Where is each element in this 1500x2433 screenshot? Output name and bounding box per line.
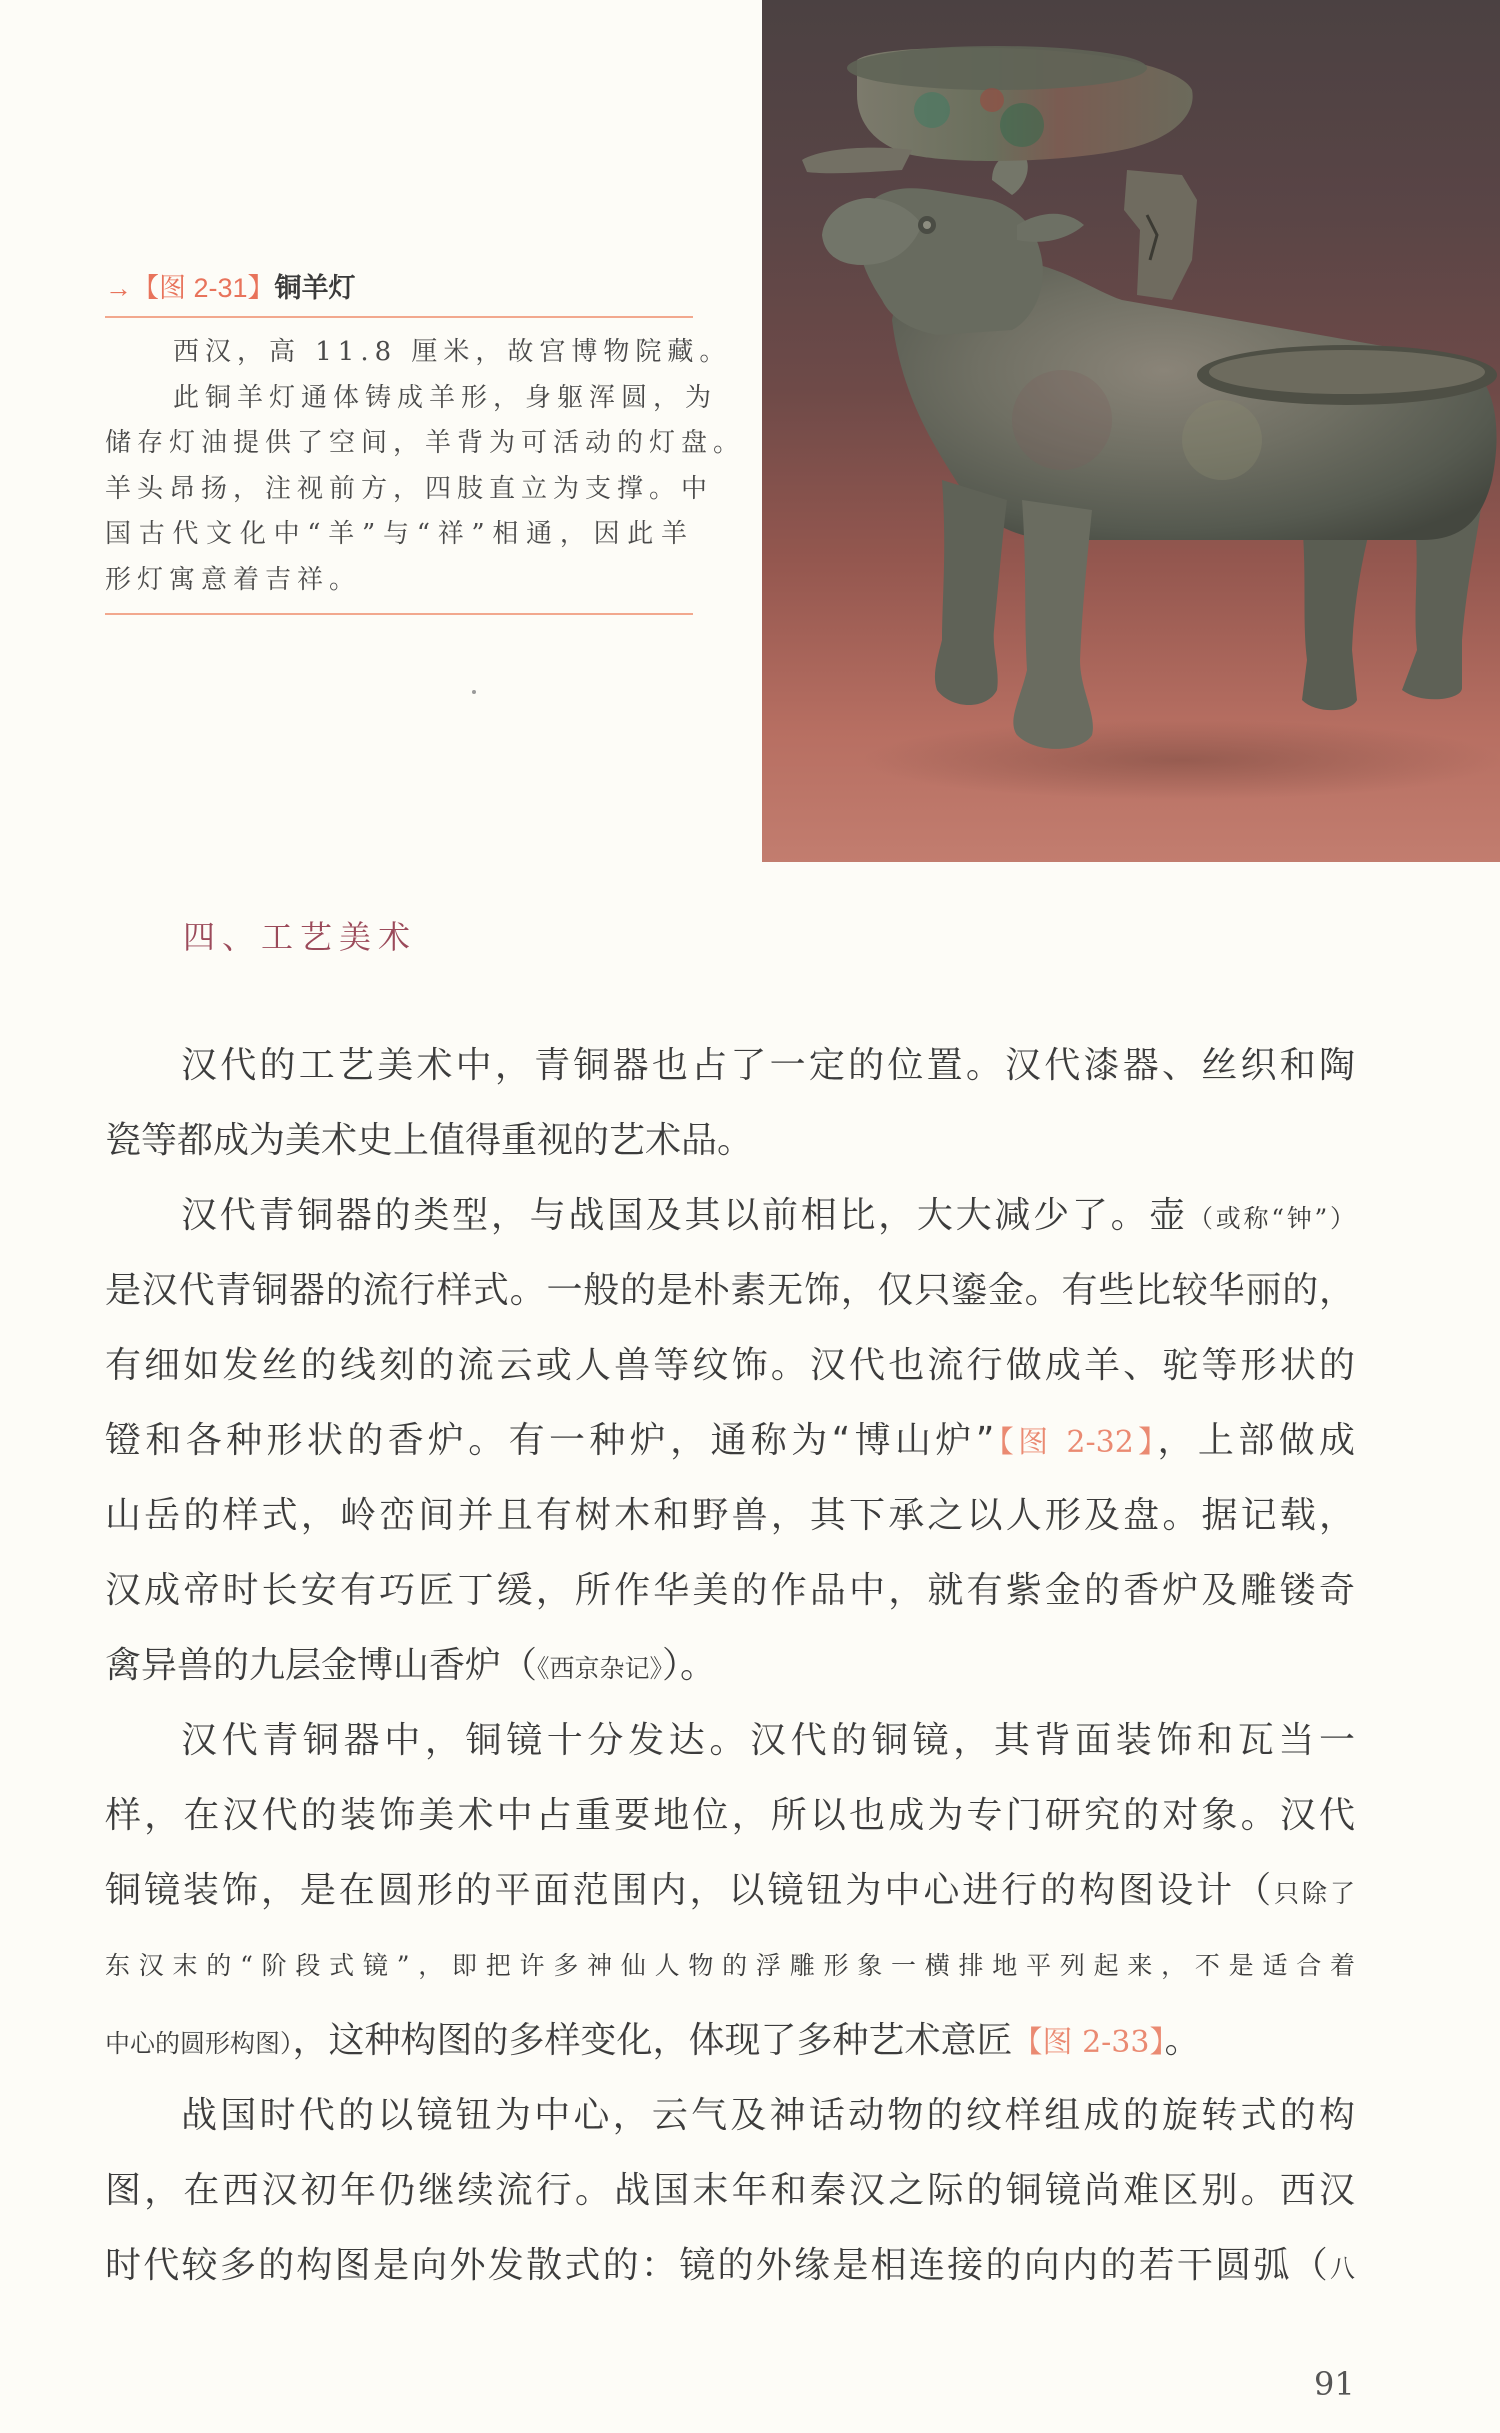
body-line-annotation: 东汉末的“阶段式镜”，即把许多神仙人物的浮雕形象一横排地平列起来，不是适合着: [105, 1951, 1355, 1980]
body-line: 汉代青铜器中，铜镜十分发达。汉代的铜镜，其背面装饰和瓦当一: [181, 1720, 1355, 1761]
body-line: 汉成帝时长安有巧匠丁缓，所作华美的作品中，就有紫金的香炉及雕镂奇: [105, 1570, 1355, 1611]
body-line: [105, 2240, 1355, 2315]
body-line: 样，在汉代的装饰美术中占重要地位，所以也成为专门研究的对象。汉代: [105, 1795, 1355, 1836]
description-line: 此铜羊灯通体铸成羊形，身躯浑圆，为: [173, 382, 718, 413]
figure-caption: [105, 268, 746, 615]
body-line: [105, 1640, 1355, 1715]
section-heading: 四、工艺美术: [183, 918, 418, 956]
body-line: [105, 1865, 1355, 1940]
figure-description: [105, 318, 746, 613]
body-line: [105, 1415, 1355, 1490]
caption-bottom-rule: [105, 613, 693, 615]
figure-link-2-33[interactable]: 【图 2-33】: [1012, 2025, 1165, 2060]
inline-annotation: 八: [1329, 2254, 1355, 2283]
figure-link-2-32[interactable]: 【图 2-32】: [994, 1425, 1158, 1460]
body-text-segment: ，这种构图的多样变化，体现了多种艺术意匠: [292, 2020, 1013, 2061]
body-line: 是汉代青铜器的流行样式。一般的是朴素无饰，仅只鎏金。有些比较华丽的，: [105, 1270, 1355, 1311]
body-line: 山岳的样式，岭峦间并且有树木和野兽，其下承之以人形及盘。据记载，: [105, 1495, 1355, 1536]
description-line: 羊头昂扬，注视前方，四肢直立为支撑。中: [105, 473, 714, 504]
body-text-segment: ，上部做成: [1157, 1420, 1355, 1461]
body-text-segment: 汉代青铜器的类型，与战国及其以前相比，大大减少了。壶: [181, 1195, 1189, 1236]
body-line: 有细如发丝的线刻的流云或人兽等纹饰。汉代也流行做成羊、驼等形状的: [105, 1345, 1355, 1386]
sheep-lamp-illustration: [762, 0, 1500, 862]
body-text-segment: 时代较多的构图是向外发散式的：镜的外缘是相连接的向内的若干圆弧（: [105, 2245, 1330, 2286]
figure-photo-bronze-sheep-lamp: [762, 0, 1500, 862]
body-text-segment: ）。: [662, 1645, 717, 1686]
body-text-segment: 铜镜装饰，是在圆形的平面范围内，以镜钮为中心进行的构图设计（: [105, 1870, 1275, 1911]
figure-reference-label: 【图 2-31】: [132, 273, 275, 303]
body-text-segment: 。: [1164, 2020, 1201, 2061]
inline-annotation: 中心的圆形构图）: [105, 2029, 293, 2058]
inline-annotation: （或称“钟”）: [1188, 1204, 1355, 1233]
body-line: 图，在西汉初年仍继续流行。战国末年和秦汉之际的铜镜尚难区别。西汉: [105, 2170, 1355, 2211]
body-text-segment: 禽异兽的九层金博山香炉（: [105, 1645, 538, 1686]
inline-annotation: 只除了: [1274, 1879, 1355, 1908]
body-line: [105, 1190, 1355, 1265]
body-line: 战国时代的以镜钮为中心，云气及神话动物的纹样组成的旋转式的构: [181, 2095, 1355, 2136]
print-speck: [472, 690, 476, 694]
description-line: 储存灯油提供了空间，羊背为可活动的灯盘。: [105, 428, 746, 458]
body-line: [105, 2015, 1355, 2090]
inline-citation: 《西京杂记》: [537, 1654, 663, 1683]
figure-caption-title: [105, 268, 693, 316]
body-text: [105, 1040, 1355, 2315]
body-text-segment: 镫和各种形状的香炉。有一种炉，通称为“博山炉”: [105, 1420, 995, 1461]
body-line: 瓷等都成为美术史上值得重视的艺术品。: [105, 1120, 754, 1161]
description-line: 西汉，高 11.8 厘米，故宫博物院藏。: [173, 337, 732, 367]
page-number: 91: [1314, 2365, 1355, 2403]
description-line: 国古代文化中“羊”与“祥”相通，因此羊: [105, 519, 693, 549]
arrow-icon: →: [105, 273, 132, 303]
body-line: 汉代的工艺美术中，青铜器也占了一定的位置。汉代漆器、丝织和陶: [181, 1045, 1355, 1086]
description-line: 形灯寓意着吉祥。: [105, 564, 362, 595]
figure-title: 铜羊灯: [274, 273, 356, 303]
